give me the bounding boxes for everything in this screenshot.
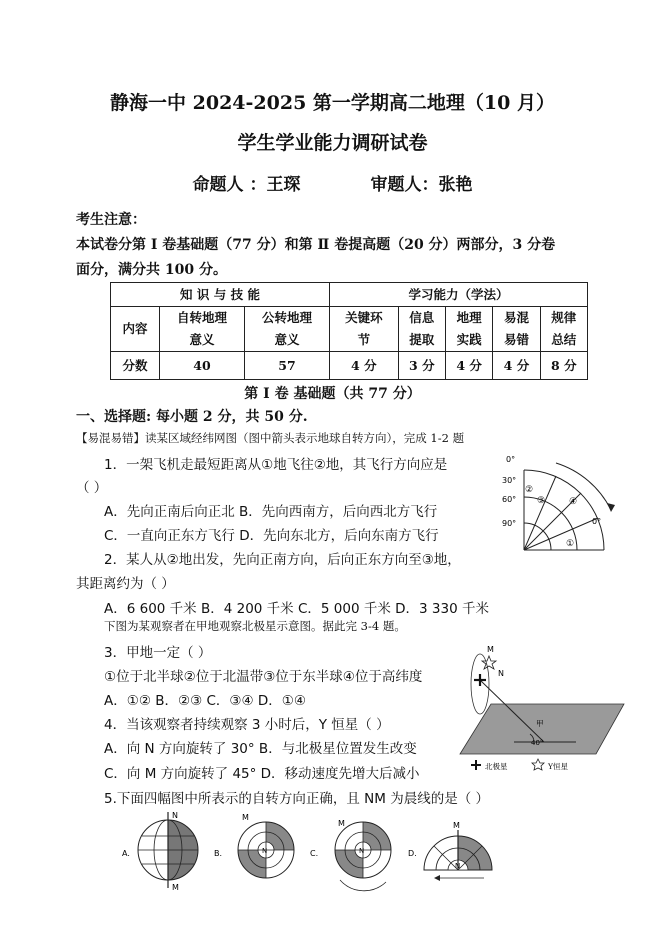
label-n: N — [455, 862, 461, 870]
legend-polaris-icon — [471, 760, 481, 770]
question-4-options-ab: A．向 N 方向旋转了 30° B．与北极星位置发生改变 — [104, 741, 417, 757]
point-label: ④ — [569, 497, 578, 507]
lat-label: 0° — [506, 455, 516, 464]
table-group-ability: 学习能力（学法） — [330, 283, 588, 307]
question-2-options: A．6 600 千米 B．4 200 千米 C．5 000 千米 D．3 330 千米 — [104, 601, 489, 617]
label-m: M — [242, 813, 249, 822]
table-header-text: 易错 — [503, 332, 529, 347]
table-header-text: 信息 — [409, 310, 435, 325]
table-header-text: 地理 — [456, 310, 482, 325]
option-label: D. — [408, 849, 417, 858]
table-cell: 4 分 — [330, 352, 399, 380]
section-title: 第 Ⅰ 卷 基础题（共 77 分） — [244, 386, 421, 402]
rotation-arrow-icon — [607, 503, 615, 512]
lat-label: 60° — [502, 495, 517, 504]
option-label: A. — [122, 849, 130, 858]
globe-c — [335, 819, 391, 891]
exam-subtitle: 学生学业能力调研试卷 — [237, 132, 428, 154]
point-label: ③ — [537, 496, 546, 506]
table-header-text: 公转地理 — [261, 310, 312, 325]
question-3-statements: ①位于北半球②位于北温带③位于东半球④位于高纬度 — [104, 669, 423, 685]
question-3-options: A．①② B．②③ C．③④ D．①④ — [104, 693, 307, 709]
table-col-header — [540, 307, 587, 352]
lat-label: 30° — [502, 476, 517, 485]
notice-heading: 考生注意： — [76, 212, 146, 228]
label-n: N — [498, 669, 504, 678]
table-col-header — [445, 307, 492, 352]
question-1-options-ab: A．先向正南后向正北 B．先向西南方，后向西北方飞行 — [104, 504, 438, 520]
table-header-text: 意义 — [274, 332, 300, 347]
table-row-label-score: 分数 — [111, 352, 160, 380]
table-header-text: 总结 — [551, 332, 577, 347]
option-label: B. — [214, 849, 223, 858]
table-cell: 4 分 — [445, 352, 492, 380]
score-table — [110, 282, 588, 380]
table-cell: 4 分 — [493, 352, 540, 380]
legend-y-label: Y恒星 — [548, 762, 568, 771]
question-2: 2．某人从②地出发，先向正南方向，后向正东方向至③地， — [104, 552, 461, 568]
table-header-text: 实践 — [456, 332, 482, 347]
authors-line — [0, 170, 665, 195]
lon-label: 0° — [592, 517, 602, 526]
table-header-text: 关键环 — [345, 310, 383, 325]
table-col-header — [160, 307, 245, 352]
point-label: ② — [525, 485, 534, 495]
question-2-cont: 其距离约为（ ） — [76, 576, 175, 592]
question-5: 5.下面四幅图中所表示的自转方向正确，且 NM 为晨线的是（ ） — [104, 791, 489, 807]
exam-title: 静海一中 2024-2025 第一学期高二地理（10 月） — [110, 92, 555, 114]
notice-line-2: 面分，满分共 100 分。 — [76, 262, 227, 278]
question-1-options-cd: C．一直向正东方飞行 D．先向东北方，后向东南方飞行 — [104, 528, 439, 544]
label-m: M — [487, 645, 494, 654]
label-m: M — [338, 819, 345, 828]
point-label: ① — [566, 539, 575, 549]
table-col-header — [330, 307, 399, 352]
table-row-label-content: 内容 — [111, 307, 160, 352]
label-m: M — [172, 883, 179, 892]
question-1: 1．一架飞机走最短距离从①地飞往②地，其飞行方向应是 — [104, 457, 448, 473]
question-intro-34: 下图为某观察者在甲地观察北极星示意图。据此完 3-4 题。 — [104, 619, 406, 633]
lat-label: 90° — [502, 519, 517, 528]
part-heading: 一、选择题: 每小题 2 分，共 50 分. — [76, 409, 308, 425]
legend-y-star-icon — [532, 759, 544, 770]
label-n: N — [359, 847, 365, 855]
table-group-knowledge: 知 识 与 技 能 — [111, 283, 330, 307]
author-label: 命题人 ：王琛 — [192, 175, 301, 195]
table-header-text: 易混 — [503, 310, 529, 325]
label-n: N — [262, 847, 268, 855]
table-header-text: 提取 — [409, 332, 435, 347]
table-col-header — [245, 307, 330, 352]
question-1-bracket: （ ） — [76, 480, 108, 496]
globe-a — [138, 811, 198, 892]
table-cell: 40 — [160, 352, 245, 380]
graticule-figure — [496, 450, 616, 555]
q5-figures — [118, 810, 498, 895]
label-n: N — [172, 811, 178, 820]
option-label: C. — [310, 849, 319, 858]
table-cell: 8 分 — [540, 352, 587, 380]
table-col-header — [493, 307, 540, 352]
question-intro: 【易混易错】读某区域经纬网图（图中箭头表示地球自转方向），完成 1-2 题 — [76, 431, 465, 445]
label-jia: 甲 — [536, 719, 544, 728]
question-4: 4．当该观察者持续观察 3 小时后，Y 恒星（ ） — [104, 717, 390, 733]
table-col-header — [398, 307, 445, 352]
table-cell: 57 — [245, 352, 330, 380]
table-header-text: 规律 — [551, 310, 577, 325]
table-header-text: 自转地理 — [176, 310, 227, 325]
label-angle: 40° — [531, 739, 544, 747]
question-3: 3．甲地一定（ ） — [104, 645, 212, 661]
table-header-text: 意义 — [189, 332, 215, 347]
reviewer-label: 审题人：张艳 — [370, 175, 473, 195]
rotation-arrow-icon — [434, 875, 440, 881]
table-header-text: 节 — [357, 332, 371, 347]
question-4-options-cd: C．向 M 方向旋转了 45° D．移动速度先增大后减小 — [104, 766, 420, 782]
polaris-figure — [456, 642, 634, 777]
table-cell: 3 分 — [398, 352, 445, 380]
label-m: M — [453, 821, 460, 830]
globe-d — [424, 821, 492, 881]
notice-line-1: 本试卷分第 Ⅰ 卷基础题（77 分）和第 Ⅱ 卷提高题（20 分）两部分，3 分卷 — [76, 237, 556, 253]
legend-polaris-label: 北极星 — [485, 762, 508, 771]
globe-b — [238, 813, 294, 878]
